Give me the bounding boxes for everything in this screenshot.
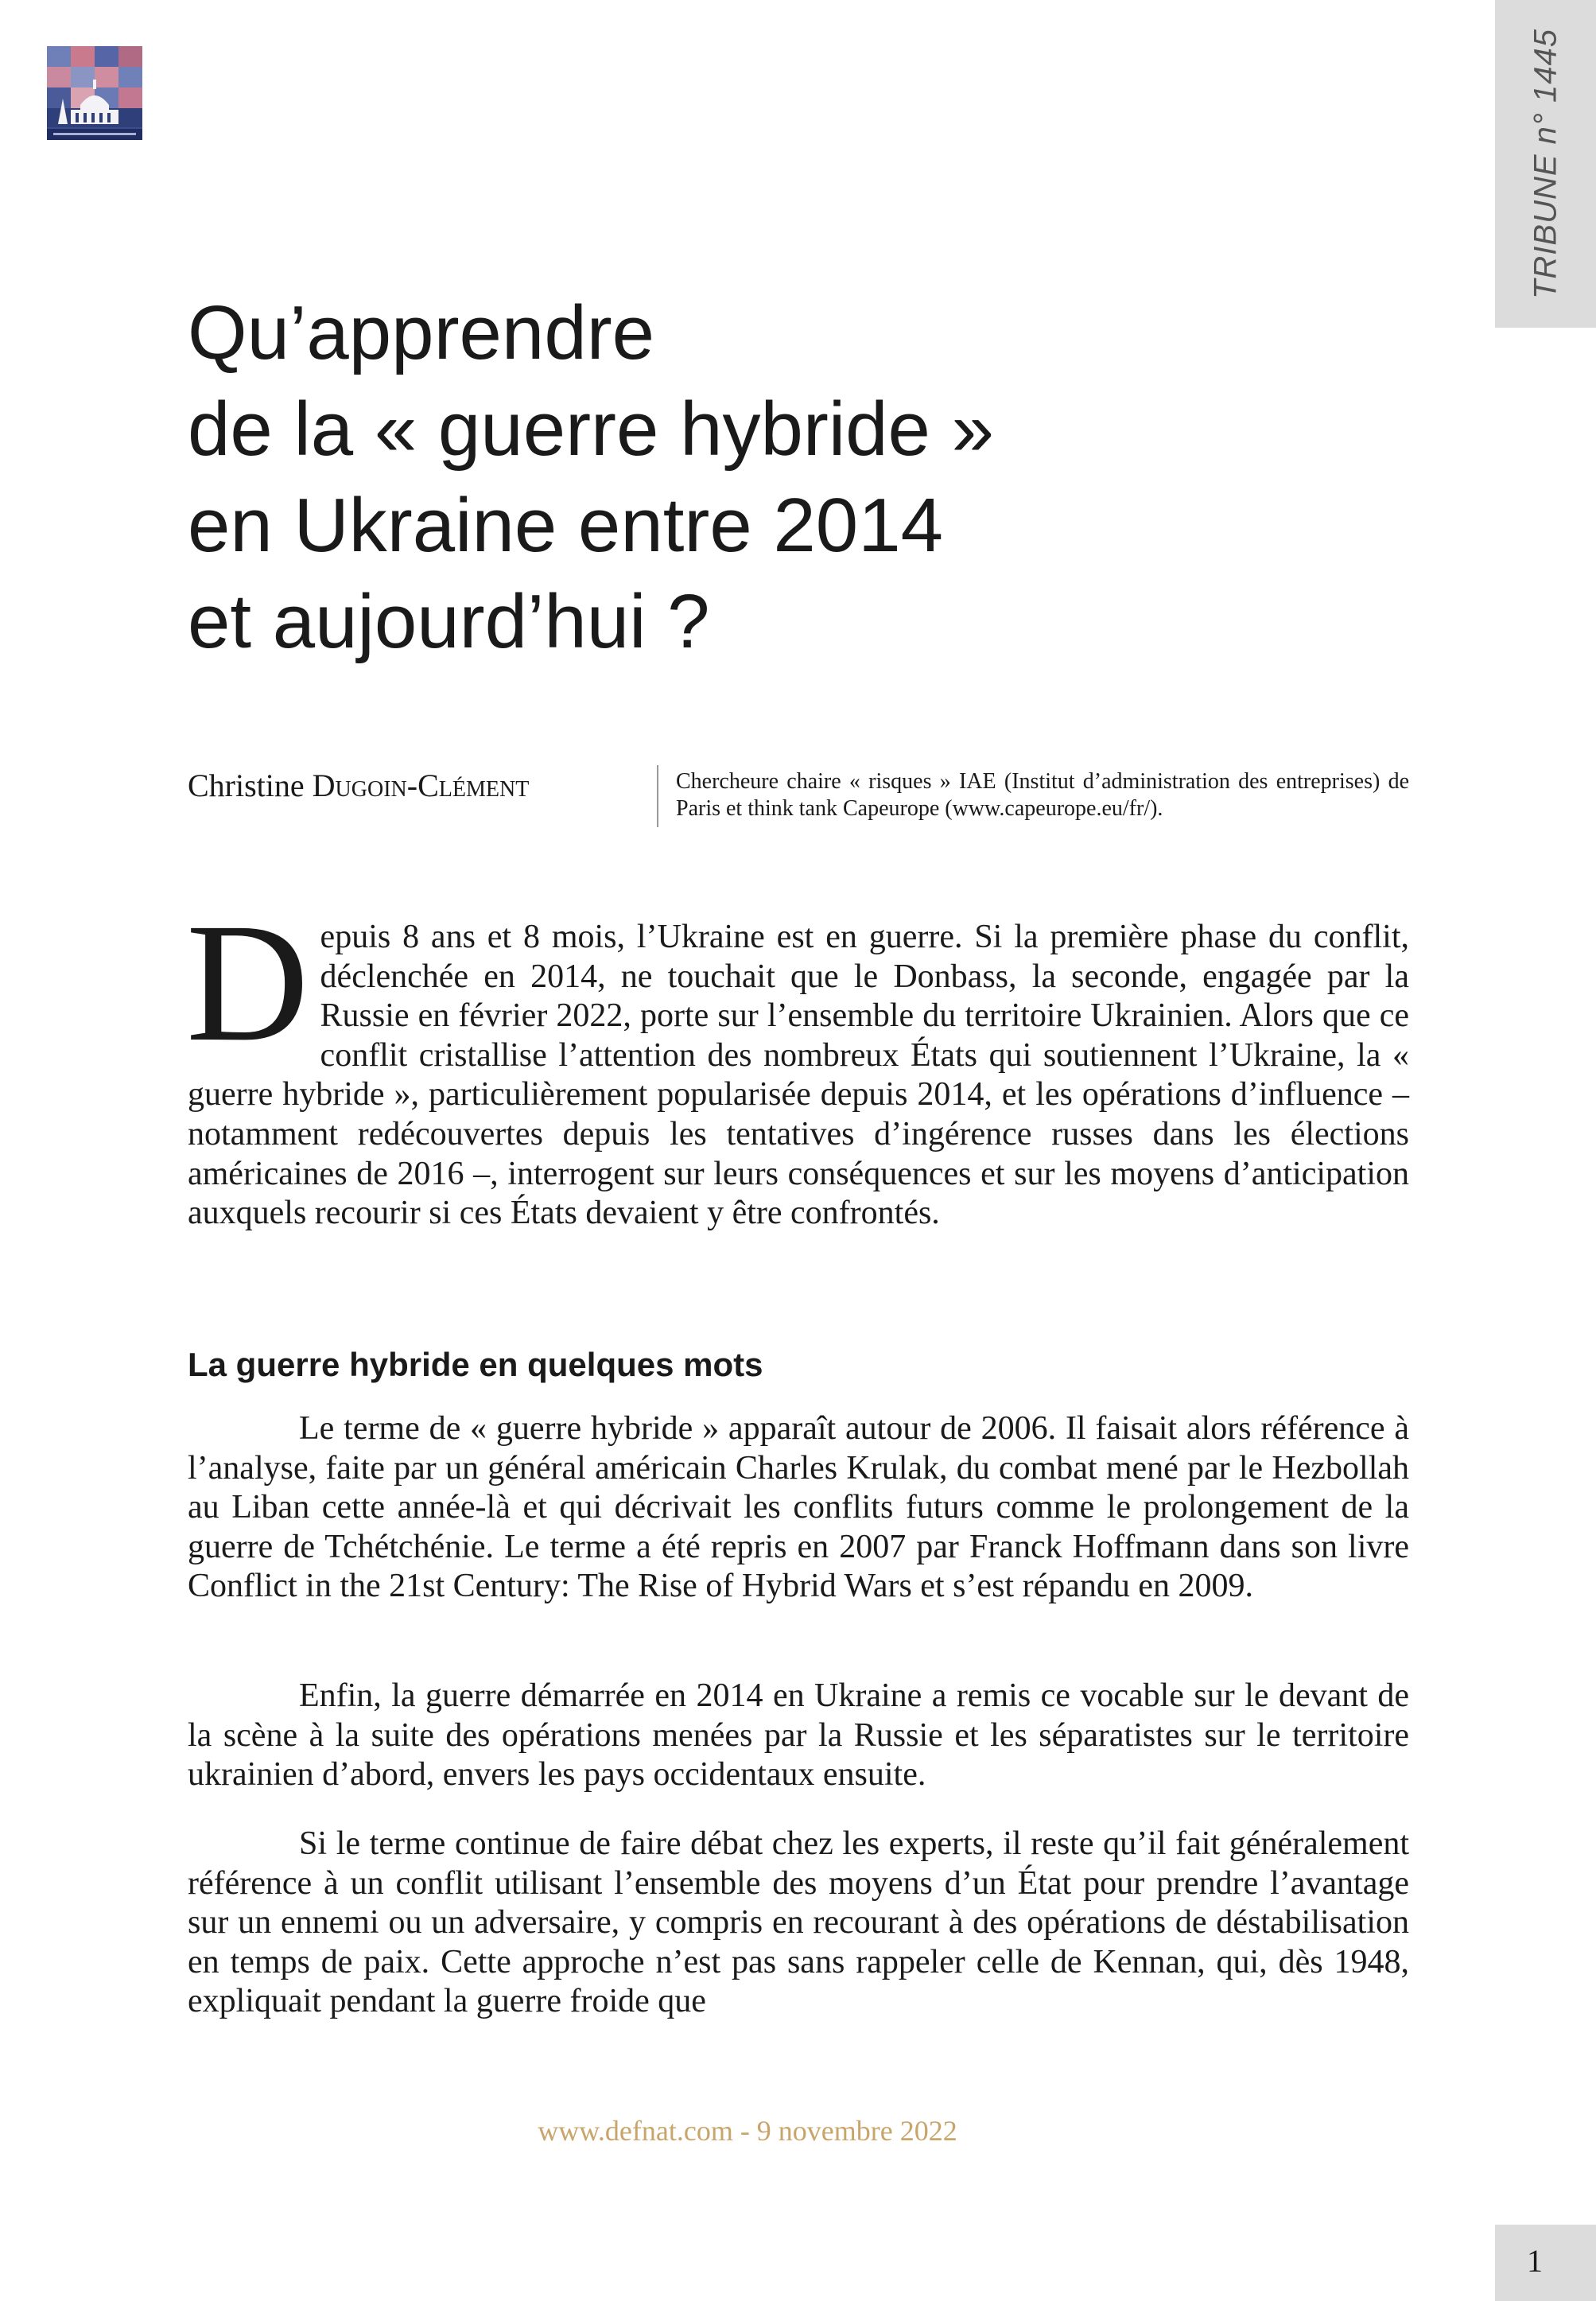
author-last-name: Dugoin-Clément xyxy=(312,768,530,803)
section-heading: La guerre hybride en quelques mots xyxy=(188,1346,763,1383)
logo-building-icon xyxy=(47,46,142,140)
intro-text: epuis 8 ans et 8 mois, l’Ukraine est en guerre. Si la première phase du conflit, déclenchée en 2014, ne touchait que le Donbass, la seconde, engagée par la Russie en février 2022, porte sur l’ensemble du territoire Ukrainien. Alors que ce conflit cristallise l’attention des nombreux États qui soutiennent l’Ukraine, la « guerre hybride », particulièrement popularisée depuis 2014, et les opérations d’influence – notamment redécouvertes depuis les tentatives d’ingérence russes dans les élections américaines de 2016 –, interrogent sur leurs conséquences et sur les moyens d’anticipation auxquels recourir si ces États devaient y être confrontés. xyxy=(188,919,1409,1232)
series-label: TRIBUNE n° 1445 xyxy=(1528,28,1563,300)
article-title xyxy=(188,285,1221,670)
title-line: en Ukraine entre 2014 xyxy=(188,483,943,568)
page-number: 1 xyxy=(1527,2243,1543,2279)
publication-logo xyxy=(47,46,142,140)
title-line: de la « guerre hybride » xyxy=(188,387,994,472)
body-paragraph: Le terme de « guerre hybride » apparaît autour de 2006. Il faisait alors référence à l’analyse, faite par un général américain Charles Krulak, du combat mené par le Hezbollah au Liban cette année-là et qui décrivait les conflits futurs comme le prolongement de la guerre de Tchétchénie. Le terme a été repris en 2007 par Franck Hoffmann dans son livre Conflict in the 21st Century: The Rise of Hybrid Wars et s’est répandu en 2009. xyxy=(188,1410,1409,1605)
body-paragraph: Si le terme continue de faire débat chez les experts, il reste qu’il fait généralement référence à un conflit utilisant l’ensemble des moyens d’un État pour prendre l’avantage sur un ennemi ou un adversaire, y compris en recourant à des opérations de déstabilisation en temps de paix. Cette approche n’est pas sans rappeler celle de Kennan, qui, dès 1948, expliquait pendant la guerre froide que xyxy=(188,1825,1409,2020)
page-number-tab xyxy=(1495,2225,1596,2301)
side-tab xyxy=(1495,0,1596,328)
author-affiliation: Chercheure chaire « risques » IAE (Institut d’administration des entreprises) de Paris et think tank Capeurope (www.capeurope.eu/fr/). xyxy=(676,769,1409,821)
author-divider xyxy=(657,765,658,827)
drop-cap: D xyxy=(186,888,309,1077)
title-line: et aujourd’hui ? xyxy=(188,579,710,664)
body-paragraph: Enfin, la guerre démarrée en 2014 en Ukraine a remis ce vocable sur le devant de la scène à la suite des opérations menées par la Russie et les séparatistes sur le territoire ukrainien d’abord, envers les pays occidentaux ensuite. xyxy=(188,1677,1409,1794)
author-first-name: Christine xyxy=(188,768,313,803)
intro-paragraph xyxy=(186,888,1409,1234)
intro-text-block xyxy=(186,888,1409,1234)
author-name xyxy=(188,767,529,805)
title-line: Qu’apprendre xyxy=(188,290,655,375)
footer-url-date[interactable]: www.defnat.com - 9 novembre 2022 xyxy=(538,2115,957,2147)
